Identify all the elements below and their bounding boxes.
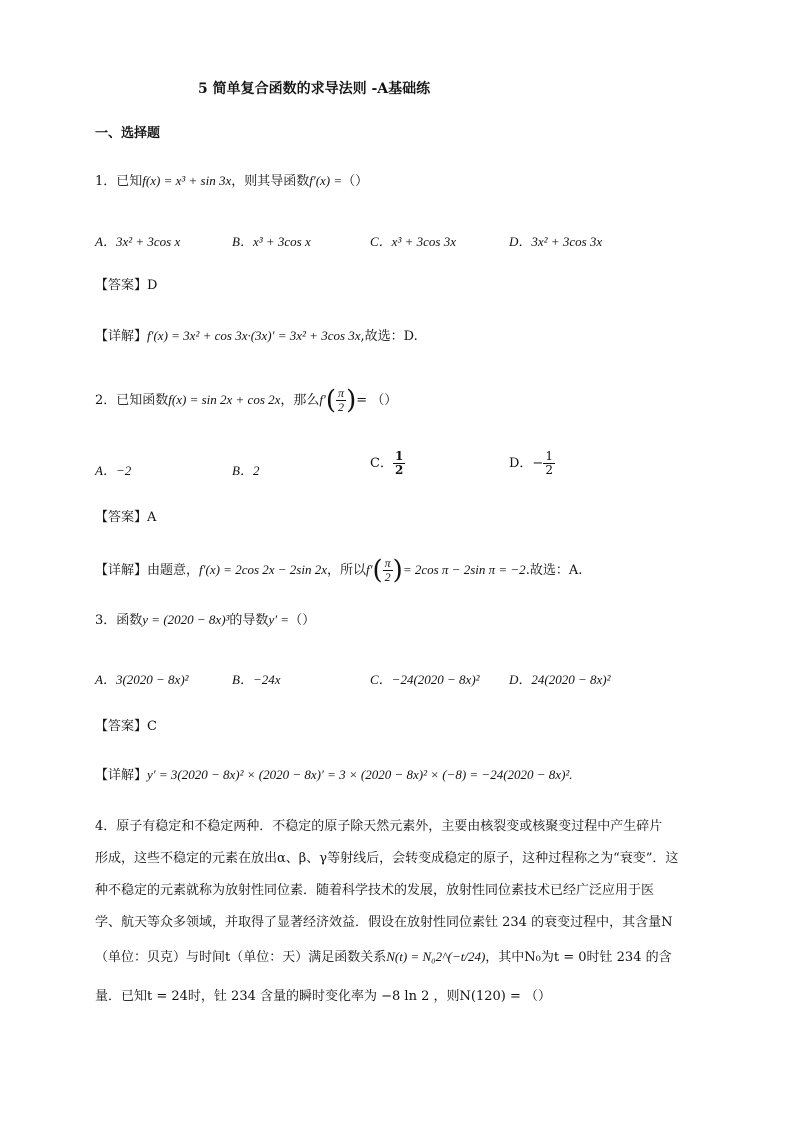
q3-answer-value: C — [147, 719, 157, 734]
q4-line-5-prefix: （单位：贝克）与时间t（单位：天）满足函数关系 — [95, 950, 387, 965]
q2-detail-mid: ，所以 — [327, 563, 367, 579]
answer-label: 【答案】 — [95, 719, 148, 734]
detail-label: 【详解】 — [95, 563, 148, 579]
q1-stem — [95, 174, 368, 188]
q2-detail-fraction: $\frac{\pi}{2}$ — [384, 556, 391, 585]
q1-stem-suffix: （） — [342, 174, 369, 189]
q3-option-b: B．−24x — [232, 672, 281, 687]
q2-stem: 2．已知函数f(x) = sin 2x + cos 2x，那么f′( $\frac{\pi}{2}$ )= （） — [95, 385, 398, 416]
q1-option-d: D．3x² + 3cos 3x — [509, 234, 603, 249]
q2-option-d-label: D．− — [509, 456, 544, 472]
q1-detail-math: f′(x) = 3x² + cos 3x·(3x)′ = 3x² + 3cos 3x — [147, 328, 361, 343]
q2-option-d-fraction: $\frac{1}{2}$ — [545, 449, 553, 478]
q4-line-1: 4．原子有稳定和不稳定两种．不稳定的原子除天然元素外，主要由核裂变或核聚变过程中产生碎片 — [95, 819, 663, 834]
q4-line-4: 学、航天等众多领域，并取得了显著经济效益．假设在放射性同位素钍 234 的衰变过程中，其含量N — [95, 915, 673, 930]
q2-answer — [95, 511, 156, 524]
q3-option-a: A．3(2020 − 8x)² — [95, 672, 189, 687]
q2-function: f(x) = sin 2x + cos 2x — [168, 392, 281, 408]
q3-detail-math: y′ = 3(2020 − 8x)² × (2020 − 8x)′ = 3 × (2020 − 8x)² × (−8) = −24(2020 − 8x)². — [147, 767, 573, 782]
doc-title: 5 简单复合函数的求导法则 -A基础练 — [198, 81, 431, 97]
detail-label: 【详解】 — [95, 329, 148, 344]
q3-stem-suffix: （） — [289, 613, 316, 628]
q3-stem-prefix: 3．函数 — [95, 613, 143, 628]
q3-detail — [95, 768, 573, 782]
q3-option-c: C．−24(2020 − 8x)² — [370, 672, 480, 687]
detail-label: 【详解】 — [95, 768, 148, 783]
q2-stem-suffix: = （） — [356, 393, 398, 409]
section-heading: 一、选择题 — [95, 126, 161, 141]
q3-derivative: y′ = — [268, 612, 290, 627]
q1-derivative: f′(x) = — [309, 173, 343, 188]
q3-function: y = (2020 − 8x)³ — [142, 612, 230, 627]
q4-line-2: 形成，这些不稳定的元素在放出α、β、γ等射线后，会转变成稳定的原子，这种过程称之为“衰变”．这 — [95, 851, 679, 866]
q1-detail-suffix: ,故选：D. — [360, 329, 418, 344]
q2-detail: 【详解】由题意，f′(x) = 2cos 2x − 2sin 2x，所以f′( $\frac{\pi}{2}$ )= 2cos π − 2sin π = −2.故选：A. — [95, 555, 583, 586]
q1-function: f(x) = x³ + sin 3x — [142, 173, 232, 188]
q4-line-3: 种不稳定的元素就称为放射性同位素．随着科学技术的发展，放射性同位素技术已经广泛应用于医 — [95, 883, 655, 898]
q3-stem-mid: 的导数 — [229, 613, 269, 628]
q2-derivative: f′ — [319, 392, 326, 408]
q2-detail-math1: f′(x) = 2cos 2x − 2sin 2x — [199, 562, 327, 578]
q2-option-c — [370, 450, 405, 477]
answer-label: 【答案】 — [95, 510, 148, 525]
q3-option-d: D．24(2020 − 8x)² — [509, 672, 611, 687]
q1-stem-prefix: 1．已知 — [95, 174, 143, 189]
q2-option-b: B．2 — [232, 463, 260, 478]
q2-option-c-label: C． — [370, 456, 393, 472]
q1-option-c: C．x³ + 3cos 3x — [370, 234, 456, 249]
q2-answer-value: A — [147, 510, 157, 525]
q2-option-c-fraction: $\frac{1}{2}$ — [394, 449, 404, 478]
q2-detail-suffix: .故选：A. — [525, 563, 583, 579]
answer-label: 【答案】 — [95, 278, 148, 293]
q1-detail — [95, 329, 418, 343]
q1-option-a: A．3x² + 3cos x — [95, 234, 181, 249]
q3-stem — [95, 613, 315, 627]
q4-decay-formula: N(t) = N₀2^(−t/24) — [386, 949, 486, 964]
q1-answer-value: D — [147, 278, 158, 293]
q2-option-a: A．−2 — [95, 463, 132, 478]
q2-stem-prefix: 2．已知函数 — [95, 393, 169, 409]
q4-line-5 — [95, 950, 672, 964]
q1-option-b: B．x³ + 3cos x — [232, 234, 311, 249]
q1-stem-mid: ，则其导函数 — [231, 174, 310, 189]
q2-detail-prefix: 由题意， — [147, 563, 200, 579]
q4-line-5-suffix: ，其中N₀为t = 0时钍 234 的含 — [485, 950, 672, 965]
q2-detail-math2: f′ — [366, 562, 373, 578]
q2-option-d — [509, 450, 555, 477]
q3-answer — [95, 720, 157, 733]
q2-stem-fraction: $\frac{\pi}{2}$ — [338, 386, 345, 415]
q1-answer — [95, 279, 157, 292]
q4-line-6: 量．已知t = 24时，钍 234 含量的瞬时变化率为 −8 ln 2 ，则N(120) = （） — [95, 989, 551, 1004]
q2-detail-math3: = 2cos π − 2sin π = −2 — [402, 562, 526, 578]
q2-stem-mid: ，那么 — [280, 393, 320, 409]
